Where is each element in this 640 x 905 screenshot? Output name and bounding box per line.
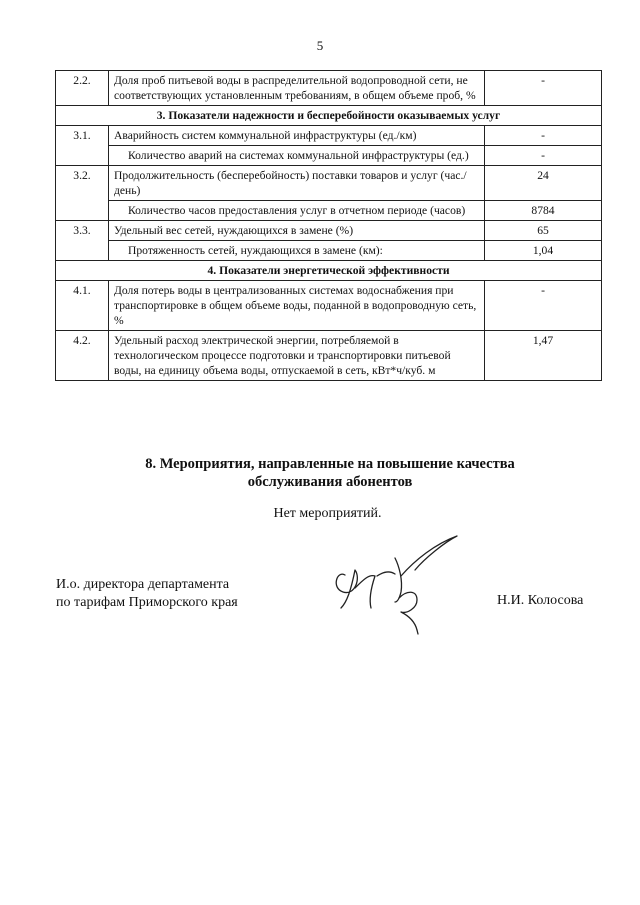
row-value: 1,04 <box>485 241 602 261</box>
table-row <box>56 241 602 261</box>
signer-position-line: И.о. директора департамента <box>56 577 230 592</box>
row-description <box>109 201 485 221</box>
table-row <box>56 221 602 241</box>
row-number: 3.2. <box>56 166 109 221</box>
table-row <box>56 201 602 221</box>
section-row <box>56 261 602 281</box>
row-value: - <box>485 281 602 331</box>
row-value: 1,47 <box>485 331 602 381</box>
row-number: 3.3. <box>56 221 109 261</box>
row-value: 65 <box>485 221 602 241</box>
row-number: 4.2. <box>56 331 109 381</box>
row-value: 24 <box>485 166 602 201</box>
table-row <box>56 146 602 166</box>
row-value: - <box>485 71 602 106</box>
table-row <box>56 126 602 146</box>
row-description: Аварийность систем коммунальной инфраструктуры (ед./км) <box>109 126 485 146</box>
signature-image <box>325 530 465 635</box>
row-description: Продолжительность (бесперебойность) поставки товаров и услуг (час./день) <box>109 166 485 201</box>
table-row <box>56 331 602 381</box>
row-description-text: Протяженность сетей, нуждающихся в замене (км): <box>128 244 383 257</box>
signer-position-line: по тарифам Приморского края <box>56 595 238 610</box>
row-number: 2.2. <box>56 71 109 106</box>
section-title <box>80 455 580 491</box>
row-number: 3.1. <box>56 126 109 166</box>
row-description: Удельный вес сетей, нуждающихся в замене (%) <box>109 221 485 241</box>
indicators-table <box>55 70 602 381</box>
section-heading: 4. Показатели энергетической эффективности <box>56 261 602 281</box>
row-number: 4.1. <box>56 281 109 331</box>
table-row <box>56 71 602 106</box>
row-description <box>109 241 485 261</box>
row-value: - <box>485 146 602 166</box>
row-description-text: Количество аварий на системах коммунальной инфраструктуры (ед.) <box>128 149 469 162</box>
signer-position <box>56 576 238 612</box>
table-row <box>56 281 602 331</box>
section-title-line: обслуживания абонентов <box>247 474 413 490</box>
row-description <box>109 146 485 166</box>
no-measures-text: Нет мероприятий. <box>273 506 382 521</box>
row-description-text: Количество часов предоставления услуг в отчетном периоде (часов) <box>128 204 466 217</box>
row-value: 8784 <box>485 201 602 221</box>
section-title-line: 8. Мероприятия, направленные на повышение качества <box>145 456 515 472</box>
row-description: Доля проб питьевой воды в распределительной водопроводной сети, не соответствующих установленным требованиям, в общем объеме проб, % <box>109 71 485 106</box>
section-heading: 3. Показатели надежности и бесперебойности оказываемых услуг <box>56 106 602 126</box>
row-value: - <box>485 126 602 146</box>
row-description: Удельный расход электрической энергии, потребляемой в технологическом процессе подготовки и транспортировки питьевой воды, на единицу объема воды, отпускаемой в сеть, кВт*ч/куб. м <box>109 331 485 381</box>
row-description: Доля потерь воды в централизованных системах водоснабжения при транспортировке в общем объеме воды, поданной в водопроводную сеть, % <box>109 281 485 331</box>
table-row <box>56 166 602 201</box>
page-number: 5 <box>316 38 324 53</box>
section-row <box>56 106 602 126</box>
signer-name: Н.И. Колосова <box>497 593 584 608</box>
